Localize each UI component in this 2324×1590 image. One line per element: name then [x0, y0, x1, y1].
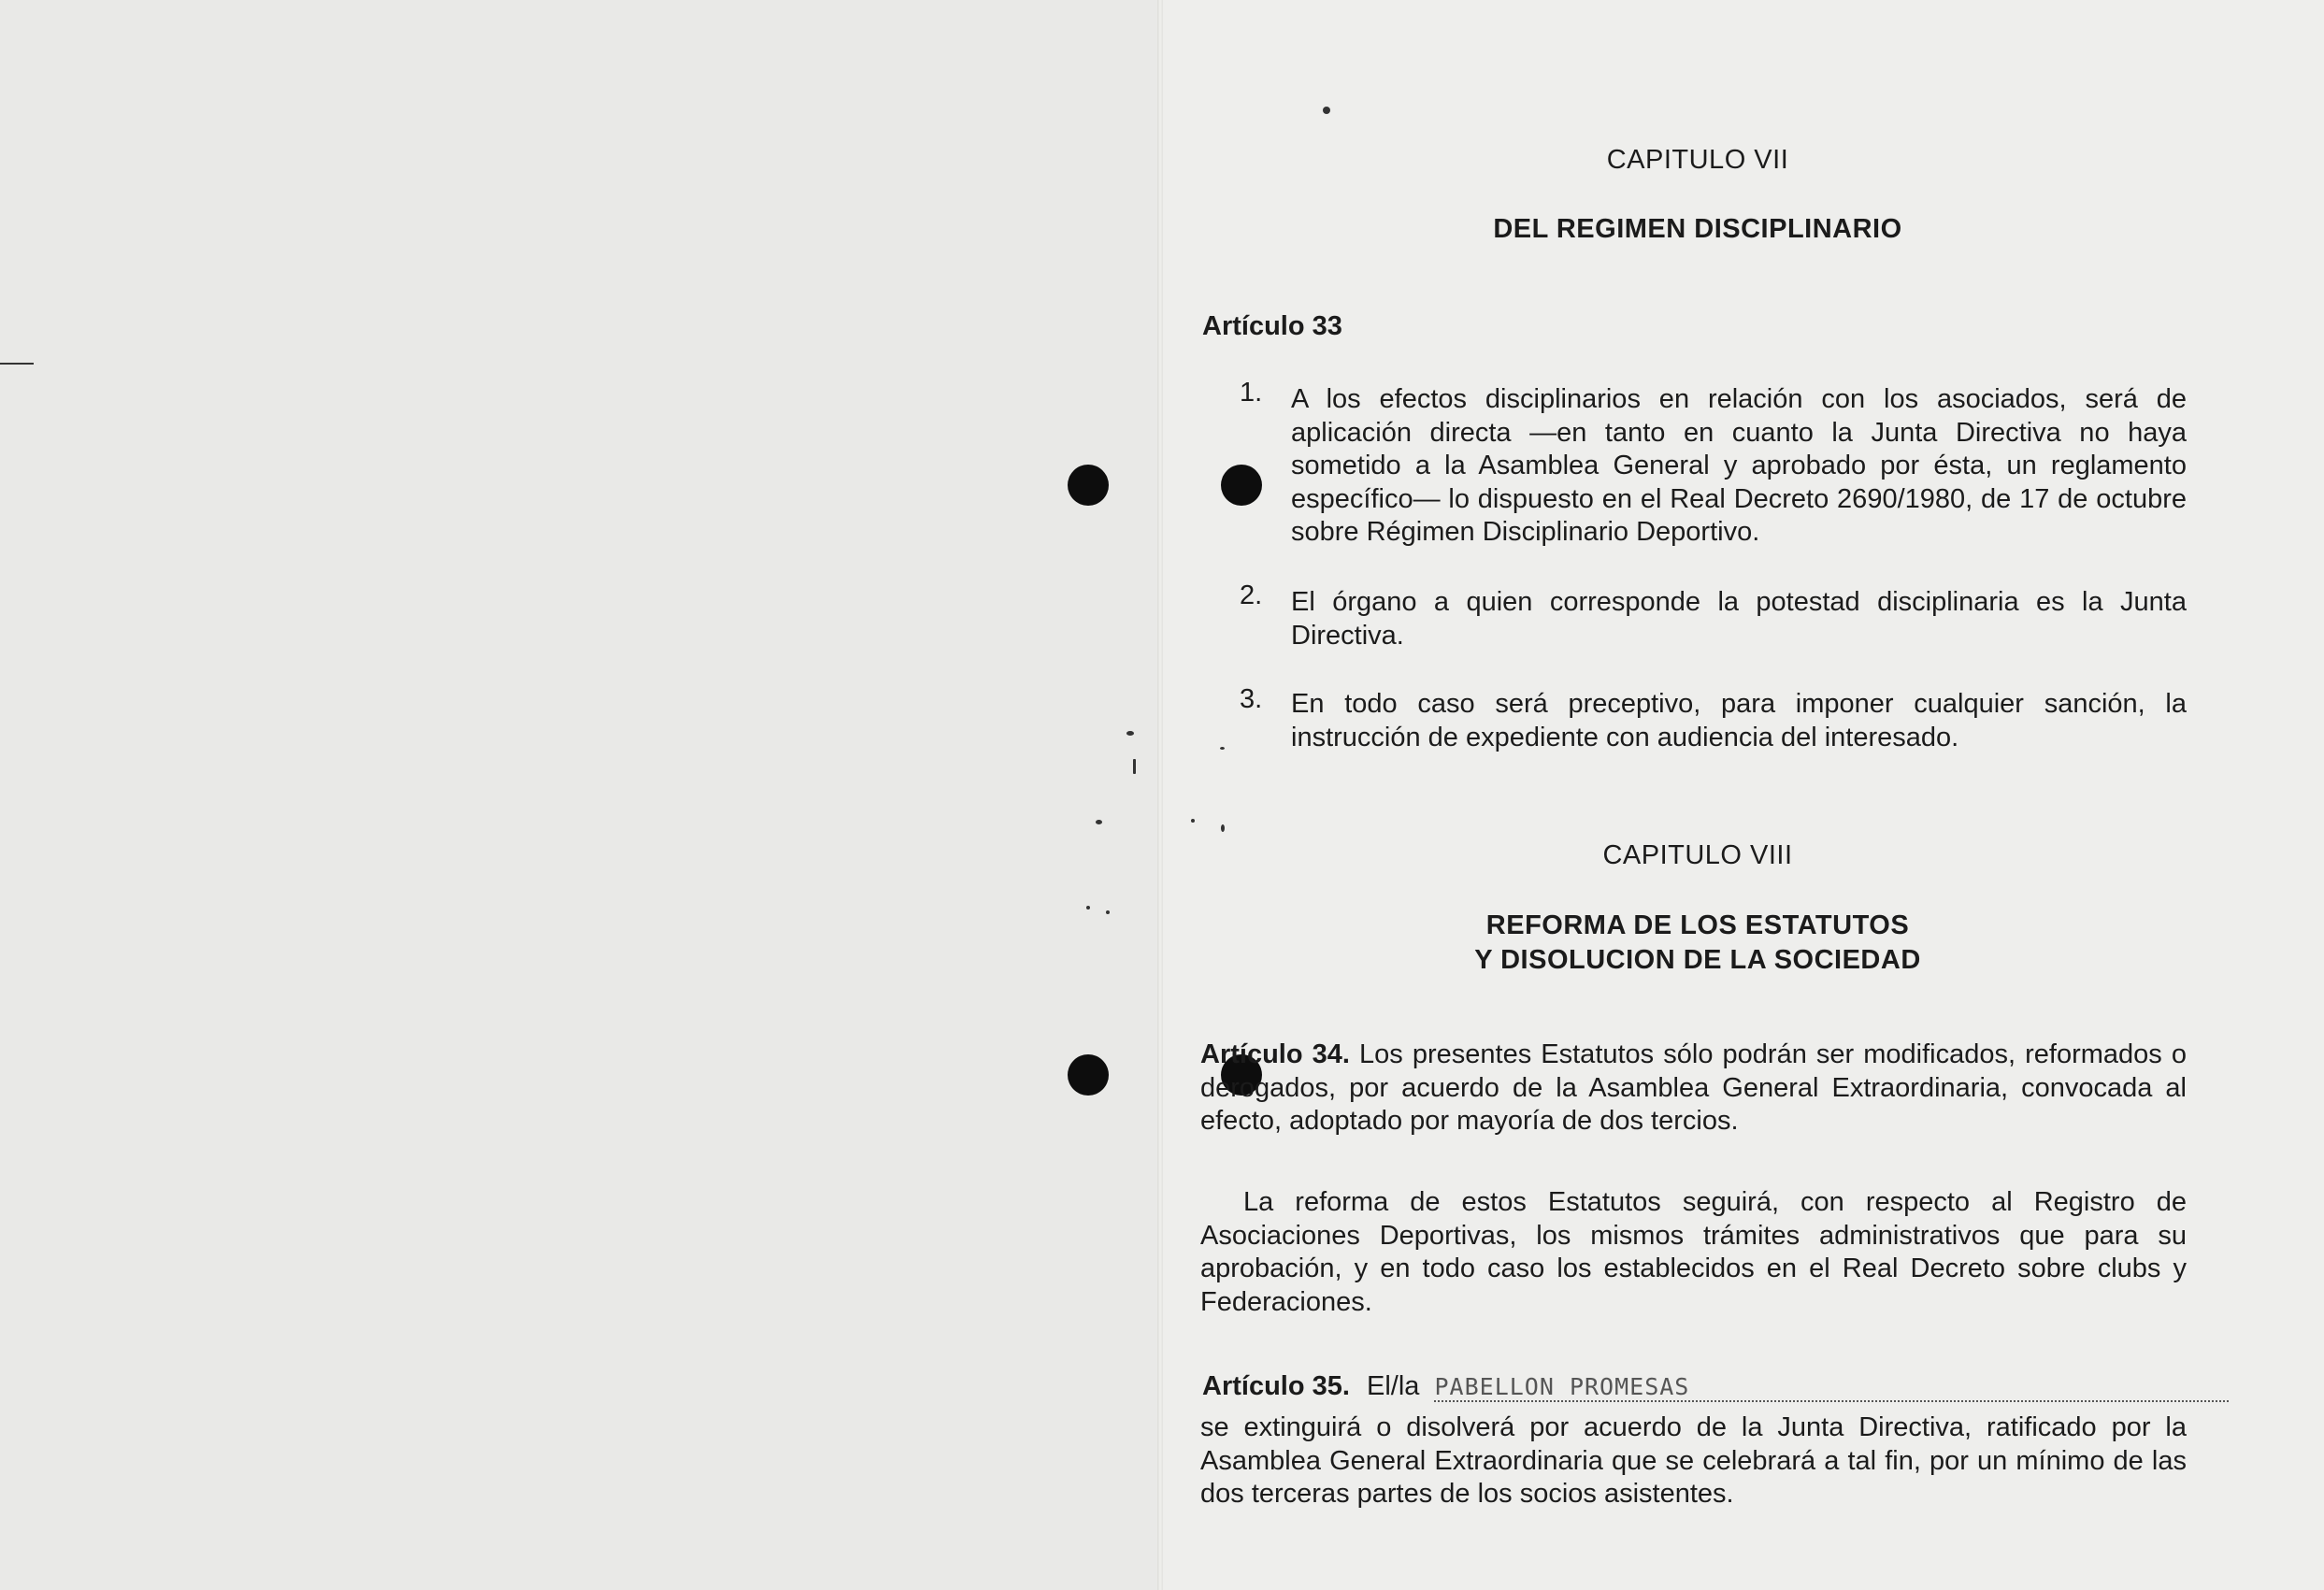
club-name-value: PABELLON PROMESAS [1434, 1373, 1690, 1400]
chapter-8-title-line-1: REFORMA DE LOS ESTATUTOS [1485, 910, 1910, 940]
ink-speck [1126, 731, 1134, 736]
ink-speck [1086, 906, 1090, 910]
ink-speck [1191, 819, 1195, 823]
article-34-label: Artículo 34. [1200, 1039, 1350, 1069]
club-name-field[interactable] [1434, 1373, 2229, 1402]
ink-speck [1096, 820, 1102, 824]
left-page [0, 0, 1159, 1590]
article-33-item-number: 2. [1240, 580, 1263, 610]
ink-speck [1106, 910, 1110, 914]
chapter-7-number: CAPITULO VII [1606, 145, 1789, 175]
article-35-text: se extinguirá o disolverá por acuerdo de la Junta Directiva, ratificado por la Asamblea General Extraordinaria que se celebrará a tal fin, por un mínimo de las dos terceras partes de los socios asistentes. [1200, 1412, 2187, 1509]
article-35-first-line [1202, 1371, 2193, 1402]
article-33-title: Artículo 33 [1202, 311, 1342, 341]
article-33-item-number: 1. [1240, 378, 1263, 408]
ink-speck [1133, 759, 1136, 774]
punch-hole [1068, 1054, 1109, 1096]
article-35-label: Artículo 35. [1202, 1371, 1350, 1401]
ink-speck [1221, 824, 1225, 832]
chapter-8-title-line-2: Y DISOLUCION DE LA SOCIEDAD [1474, 945, 1921, 975]
ink-speck [1323, 107, 1330, 114]
chapter-7-title: DEL REGIMEN DISCIPLINARIO [1493, 214, 1902, 244]
article-35-prefix: El/la [1367, 1371, 1420, 1401]
article-34-text: Los presentes Estatutos sólo podrán ser modificados, reformados o derogados, por acuerdo de la Asamblea General Extraordinaria, convocada al efecto, adoptado por mayoría de dos tercios. [1200, 1039, 2187, 1136]
ink-speck [0, 363, 34, 365]
ink-speck [1220, 747, 1225, 750]
page-fold [1157, 0, 1163, 1590]
article-33-item-text: El órgano a quien corresponde la potestad disciplinaria es la Junta Directiva. [1291, 587, 2187, 651]
punch-hole [1068, 465, 1109, 506]
article-33-item-number: 3. [1240, 684, 1263, 714]
article-34-paragraph [1200, 1039, 2187, 1139]
article-33-item-text: A los efectos disciplinarios en relación con los asociados, será de aplicación directa —en tanto en cuanto la Junta Directiva no haya sometido a la Asamblea General y aprobado por ésta, un reglamento específico— lo dispuesto en el Real Decreto 2690/1980, de 17 de octubre sobre Régimen Disciplinario Deportivo. [1291, 384, 2187, 547]
article-33-item-text: En todo caso será preceptivo, para imponer cualquier sanción, la instrucción de expediente con audiencia del interesado. [1291, 689, 2187, 752]
article-34-paragraph-2: La reforma de estos Estatutos seguirá, con respecto al Registro de Asociaciones Deportivas, los mismos trámites administrativos que para su aprobación, y en todo caso los establecidos en el Real Decreto sobre clubs y Federaciones. [1200, 1187, 2187, 1317]
chapter-8-number: CAPITULO VIII [1602, 840, 1793, 870]
punch-hole [1221, 465, 1262, 506]
